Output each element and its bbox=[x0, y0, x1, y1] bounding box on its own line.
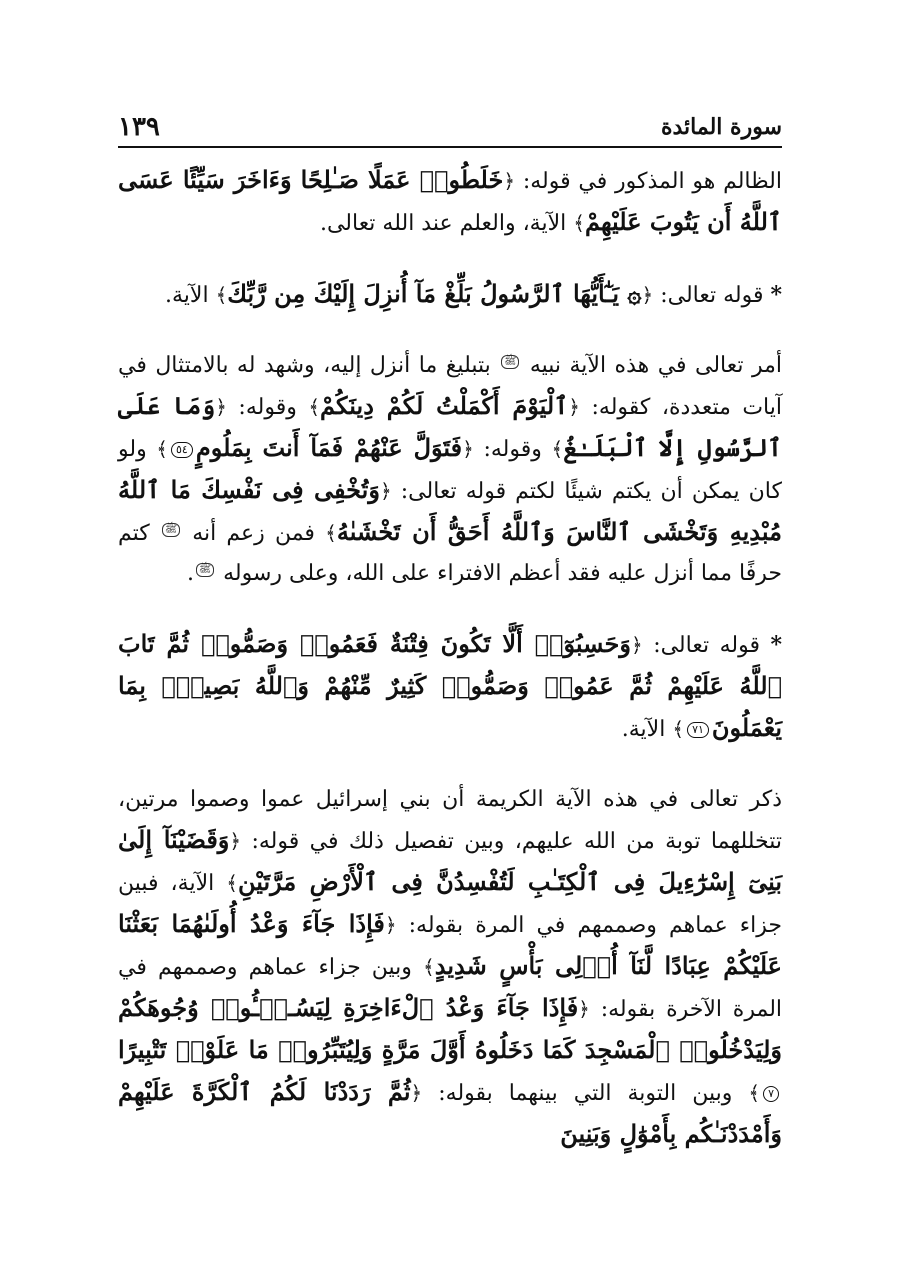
text: أمر تعالى في هذه الآية نبيه bbox=[529, 353, 783, 378]
text: وقوله: bbox=[483, 437, 542, 462]
text: وقوله: bbox=[238, 395, 297, 420]
text: وبين جزاء عماهم وصممهم في المرة الآخرة بقوله: bbox=[118, 955, 783, 1022]
quran-quote: وَتُخْفِى فِى نَفْسِكَ مَا ٱللَّهُ مُبْدِيهِ وَتَخْشَى ٱلنَّاسَ وَٱللَّهُ أَحَقُّ أَن تَخْشَىٰهُ bbox=[118, 475, 782, 546]
text: ولو كان يمكن أن يكتم شيئًا لكتم قوله تعالى: bbox=[118, 437, 782, 504]
ornate-bracket-open: ﴿ bbox=[503, 169, 516, 193]
page-number: ١٣٩ bbox=[118, 112, 160, 142]
text: قوله تعالى: bbox=[660, 283, 764, 308]
quran-quote: ثُمَّ رَدَدْنَا لَكُمُ ٱلْكَرَّةَ عَلَيْهِمْ وَأَمْدَدْنَـٰكُم بِأَمْوَٰلٍ وَبَنِينَ bbox=[118, 1077, 782, 1148]
paragraph-4 bbox=[118, 624, 782, 750]
surah-title: سورة المائدة bbox=[660, 114, 782, 140]
quran-quote: فَتَوَلَّ عَنْهُمْ فَمَآ أَنتَ بِمَلُومٍ bbox=[195, 433, 463, 462]
asterisk-marker: * bbox=[770, 632, 783, 658]
text: الآية. bbox=[621, 717, 666, 742]
ornate-bracket-open: ﴿ bbox=[384, 913, 397, 937]
ornate-bracket-open: ﴿ bbox=[568, 395, 581, 419]
ornate-bracket-close: ﴾ bbox=[672, 717, 685, 741]
quran-quote: خَلَطُوا۟ عَمَلًا صَـٰلِحًا وَءَاخَرَ سَيِّئًا عَسَى ٱللَّهُ أَن يَتُوبَ عَلَيْهِمْ bbox=[118, 165, 782, 236]
ornate-bracket-close: ﴾ bbox=[156, 437, 169, 461]
ornate-bracket-open: ﴿ bbox=[462, 437, 474, 461]
salawat-icon: ﷺ bbox=[196, 563, 214, 577]
salawat-icon: ﷺ bbox=[162, 523, 180, 537]
quran-quote: ٱلْيَوْمَ أَكْمَلْتُ لَكُمْ دِينَكُمْ bbox=[320, 391, 569, 420]
text: فمن زعم أنه bbox=[192, 521, 315, 546]
ornate-bracket-open: ﴿ bbox=[410, 1081, 423, 1105]
verse-number: ٥٤ bbox=[171, 442, 193, 458]
quran-quote: ۞ يَـٰٓأَيُّهَا ٱلرَّسُولُ بَلِّغْ مَآ أُنزِلَ إِلَيْكَ مِن رَّبِّكَ bbox=[227, 279, 642, 308]
ornate-bracket-close: ﴾ bbox=[308, 395, 321, 419]
ornate-bracket-close: ﴾ bbox=[573, 211, 585, 235]
paragraph-1 bbox=[118, 160, 782, 244]
text: . bbox=[187, 561, 195, 586]
paragraph-3 bbox=[118, 346, 782, 594]
verse-number: ٧ bbox=[763, 1086, 779, 1102]
page-header bbox=[118, 100, 782, 148]
text: الآية، فبين جزاء عماهم وصممهم في المرة بقوله: bbox=[118, 871, 782, 938]
paragraph-2 bbox=[118, 274, 782, 316]
quran-quote: فَإِذَا جَآءَ وَعْدُ ٱلْءَاخِرَةِ لِيَسُـۥٓـُٔوا۟ وُجُوهَكُمْ وَلِيَدْخُلُوا۟ ٱلْمَسْجِدَ كَمَا دَخَلُوهُ أَوَّلَ مَرَّةٍ وَلِيُتَبِّرُوا۟ مَا عَلَوْا۟ تَتْبِيرًا bbox=[118, 993, 783, 1064]
page-body bbox=[118, 160, 782, 1156]
ornate-bracket-close: ﴾ bbox=[748, 1081, 761, 1105]
text: قوله تعالى: bbox=[653, 633, 760, 658]
ornate-bracket-close: ﴾ bbox=[551, 437, 564, 461]
text: كتم حرفًا مما أنزل عليه فقد أعظم الافتراء على الله، وعلى رسوله bbox=[118, 521, 782, 586]
ornate-bracket-close: ﴾ bbox=[423, 955, 435, 979]
ornate-bracket-open: ﴿ bbox=[641, 283, 654, 307]
ornate-bracket-open: ﴿ bbox=[229, 829, 242, 853]
quran-quote: وَحَسِبُوٓا۟ أَلَّا تَكُونَ فِتْنَةٌ فَعَمُوا۟ وَصَمُّوا۟ ثُمَّ تَابَ ٱللَّهُ عَلَيْهِمْ ثُمَّ عَمُوا۟ وَصَمُّوا۟ كَثِيرٌ مِّنْهُمْ وَٱللَّهُ بَصِيرٌۢ بِمَا يَعْمَلُونَ bbox=[118, 629, 782, 742]
text: ذكر تعالى في هذه الآية الكريمة أن بني إسرائيل عموا وصموا مرتين، تتخللهما توبة من الله عليهم، وبين تفصيل ذلك في قوله: bbox=[118, 787, 782, 854]
asterisk-marker: * bbox=[770, 282, 782, 308]
quran-quote: وَمَا عَلَى ٱلرَّسُولِ إِلَّا ٱلْبَلَـٰغُ bbox=[118, 391, 782, 462]
text: وبين التوبة التي بينهما بقوله: bbox=[438, 1081, 733, 1106]
ornate-bracket-open: ﴿ bbox=[215, 395, 227, 419]
text: الآية. bbox=[164, 283, 209, 308]
text: الآية، والعلم عند الله تعالى. bbox=[319, 211, 567, 236]
text: بتبليغ ما أنزل إليه، وشهد له بالامتثال في آيات متعددة، كقوله: bbox=[118, 353, 782, 420]
ornate-bracket-open: ﴿ bbox=[578, 997, 590, 1021]
verse-number: ٧١ bbox=[687, 722, 709, 738]
ornate-bracket-close: ﴾ bbox=[325, 521, 337, 545]
ornate-bracket-open: ﴿ bbox=[630, 633, 643, 657]
ornate-bracket-open: ﴿ bbox=[379, 479, 392, 503]
quran-quote: فَإِذَا جَآءَ وَعْدُ أُولَىٰهُمَا بَعَثْنَا عَلَيْكُمْ عِبَادًا لَّنَآ أُو۟لِى بَأْسٍ شَدِيدٍ bbox=[118, 909, 782, 980]
quran-quote: وَقَضَيْنَآ إِلَىٰ بَنِىٓ إِسْرَٰٓءِيلَ فِى ٱلْكِتَـٰبِ لَتُفْسِدُنَّ فِى ٱلْأَرْضِ مَرَّتَيْنِ bbox=[118, 825, 783, 896]
paragraph-5 bbox=[118, 780, 782, 1156]
salawat-icon: ﷺ bbox=[501, 355, 519, 369]
ornate-bracket-close: ﴾ bbox=[215, 283, 228, 307]
text: الظالم هو المذكور في قوله: bbox=[522, 169, 782, 194]
ornate-bracket-close: ﴾ bbox=[226, 871, 238, 895]
